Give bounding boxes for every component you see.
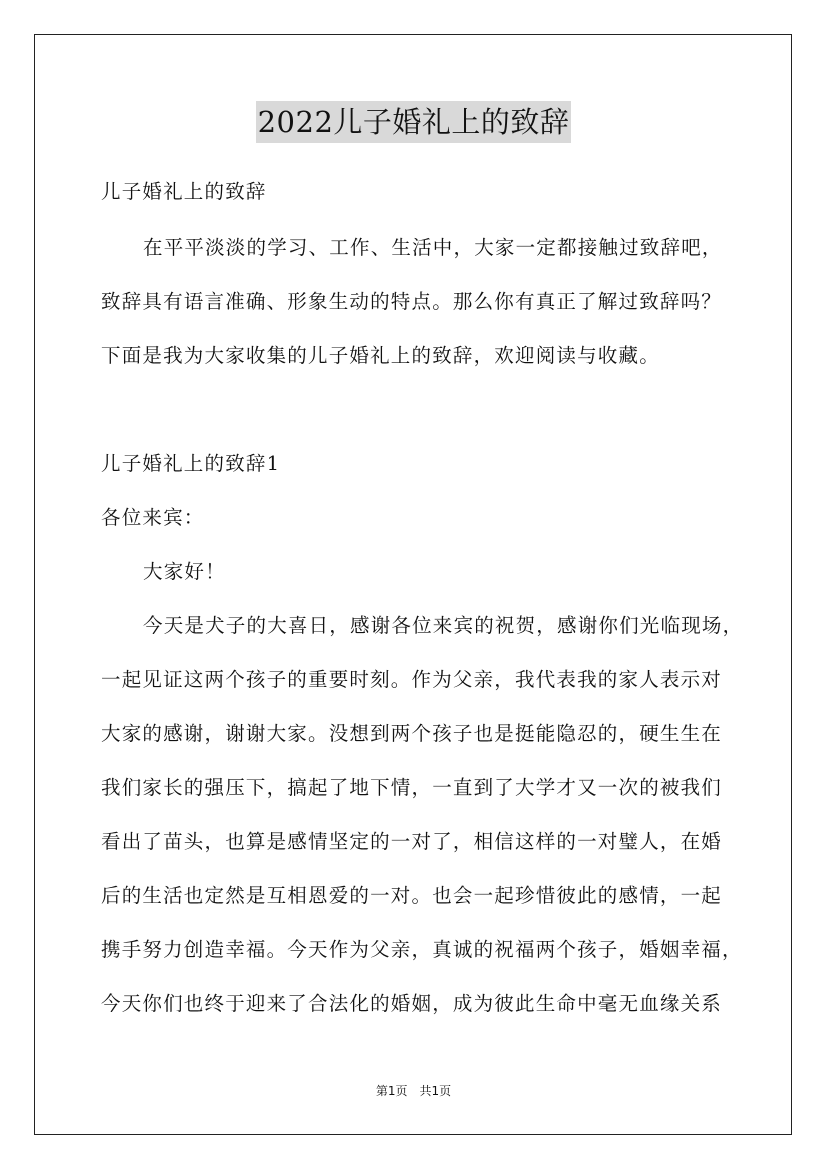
body-line-6: 后的生活也定然是互相恩爱的一对。也会一起珍惜彼此的感情，一起 <box>101 884 723 907</box>
title-container <box>0 101 827 143</box>
body-line-4: 我们家长的强压下，搞起了地下情，一直到了大学才又一次的被我们 <box>101 776 723 799</box>
body-line-7: 携手努力创造幸福。今天作为父亲，真诚的祝福两个孩子，婚姻幸福， <box>101 938 743 961</box>
page-number: 第1页 共1页 <box>375 1084 452 1098</box>
subtitle: 儿子婚礼上的致辞 <box>101 180 267 203</box>
body-line-2: 一起见证这两个孩子的重要时刻。作为父亲，我代表我的家人表示对 <box>101 668 723 691</box>
intro-line-3: 下面是我为大家收集的儿子婚礼上的致辞，欢迎阅读与收藏。 <box>101 344 660 367</box>
body-line-3: 大家的感谢，谢谢大家。没想到两个孩子也是挺能隐忍的，硬生生在 <box>101 722 723 745</box>
body-line-1: 今天是犬子的大喜日，感谢各位来宾的祝贺，感谢你们光临现场， <box>143 614 744 637</box>
intro-line-1: 在平平淡淡的学习、工作、生活中，大家一定都接触过致辞吧， <box>143 236 723 259</box>
section-heading: 儿子婚礼上的致辞1 <box>101 452 281 475</box>
intro-line-2: 致辞具有语言准确、形象生动的特点。那么你有真正了解过致辞吗？ <box>101 290 723 313</box>
body-line-5: 看出了苗头，也算是感情坚定的一对了，相信这样的一对璧人，在婚 <box>101 830 723 853</box>
document-title: 2022儿子婚礼上的致辞 <box>256 101 572 143</box>
greeting: 大家好！ <box>143 560 226 583</box>
salutation: 各位来宾： <box>101 506 205 529</box>
body-line-8: 今天你们也终于迎来了合法化的婚姻，成为彼此生命中毫无血缘关系 <box>101 992 723 1015</box>
